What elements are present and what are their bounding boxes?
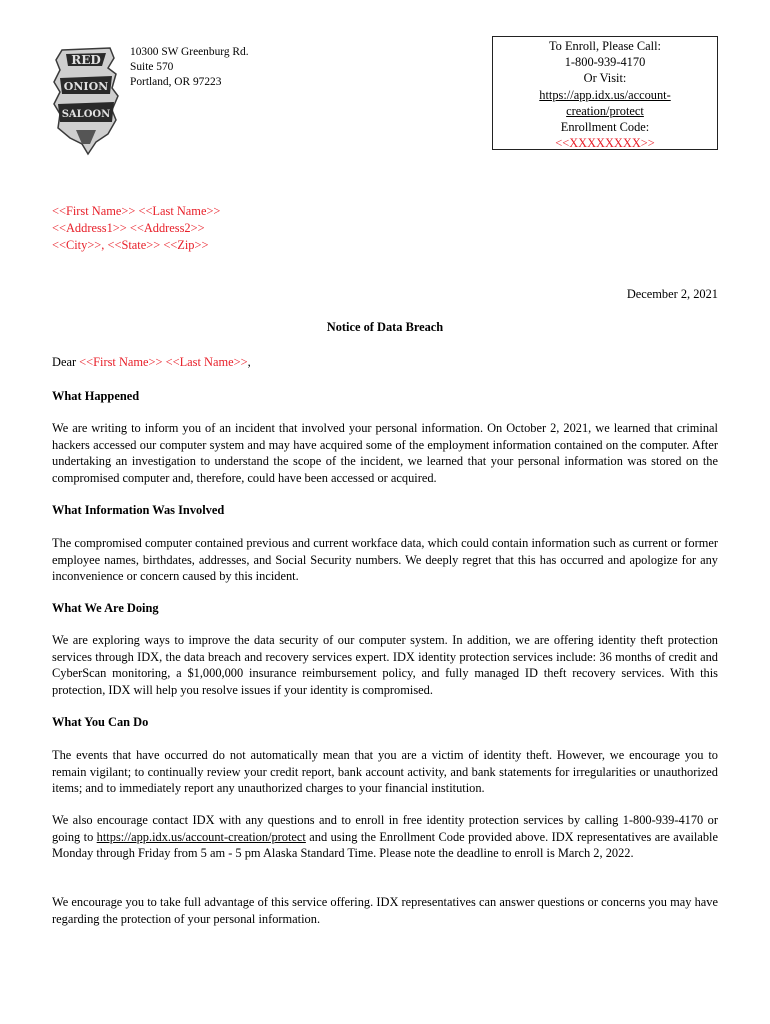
logo-text-onion: ONION <box>63 80 109 93</box>
greeting-name: <<First Name>> <<Last Name>> <box>79 355 248 369</box>
body-what-you-can-do-1: The events that have occurred do not automatically mean that you are a victim of identity theft. However, we encourage you to remain vigilant; to continually review your credit report, bank account activity, and bank statements for irregularities or unauthorized items; and to immediately report any unauthorized charges to your financial institution. <box>52 748 718 795</box>
logo-text-red: RED <box>71 53 101 67</box>
letter-date: December 2, 2021 <box>626 287 718 301</box>
letter-title: Notice of Data Breach <box>326 320 444 334</box>
sender-line1: 10300 SW Greenburg Rd. <box>130 46 249 58</box>
enrollment-box <box>492 36 718 150</box>
greeting: Dear <<First Name>> <<Last Name>>, <box>52 355 251 369</box>
enroll-line1: To Enroll, Please Call: <box>548 39 661 53</box>
recipient-line1: <<First Name>> <<Last Name>> <box>52 204 221 218</box>
recipient-address <box>52 203 220 254</box>
recipient-line2: <<Address1>> <<Address2>> <box>52 221 205 235</box>
logo-text-saloon: SALOON <box>61 109 111 120</box>
enroll-or-visit: Or Visit: <box>583 71 627 86</box>
body-what-we-are-doing: We are exploring ways to improve the data security of our computer system. In addition, we are offering identity theft protection services through IDX, the data breach and recovery services expert. IDX identity protection services include: 36 months of credit and CyberScan monitoring, a $1,000,000 insurance reimbursement policy, and fully managed ID theft recovery services. With this protection, IDX will help you resolve issues if your identity is compromised. <box>52 633 718 697</box>
sender-line2: Suite 570 <box>130 61 174 73</box>
enroll-url-link[interactable]: https://app.idx.us/account- creation/protect <box>539 87 671 118</box>
body-what-happened: We are writing to inform you of an incident that involved your personal information. On October 2, 2021, we learned that criminal hackers accessed our computer system and may have acquired some of the employment information contained on the computer. After undertaking an investigation to understand the scope of the incident, we learned that your personal information was stored on the compromised computer and, therefore, could have been accessed or acquired. <box>52 421 718 485</box>
heading-what-happened: What Happened <box>52 389 140 403</box>
sender-line3: Portland, OR 97223 <box>130 76 222 88</box>
heading-what-you-can-do: What You Can Do <box>52 715 149 729</box>
recipient-line3: <<City>>, <<State>> <<Zip>> <box>52 238 209 252</box>
idx-enroll-link[interactable]: https://app.idx.us/account-creation/protect <box>96 829 306 844</box>
enroll-phone: 1-800-939-4170 <box>564 55 646 70</box>
enroll-code-label: Enrollment Code: <box>560 120 650 135</box>
body-what-you-can-do-2: We also encourage contact IDX with any questions and to enroll in free identity protection services by calling 1-800-939-4170 or going to https://app.idx.us/account-creation/protect and using the Enrollment Code provided above. IDX representatives are available Monday through Friday from 5 am - 5 pm Alaska Standard Time. Please note the deadline to enroll is March 2, 2022. <box>52 813 718 860</box>
heading-what-information: What Information Was Involved <box>52 503 225 517</box>
sender-address <box>130 45 249 90</box>
heading-what-we-are-doing: What We Are Doing <box>52 601 159 615</box>
enroll-code-value: <<XXXXXXXX>> <box>555 136 655 151</box>
body-what-you-can-do-3: We encourage you to take full advantage of this service offering. IDX representatives can answer questions or concerns you may have regarding the protection of your personal information. <box>52 895 718 926</box>
red-onion-saloon-logo <box>52 44 120 156</box>
body-what-information: The compromised computer contained previous and current workface data, which could contain information such as current or former employee names, birthdates, addresses, and Social Security numbers. We deeply regret that this has occurred and apologize for any inconvenience or concern caused by this incident. <box>52 536 718 583</box>
